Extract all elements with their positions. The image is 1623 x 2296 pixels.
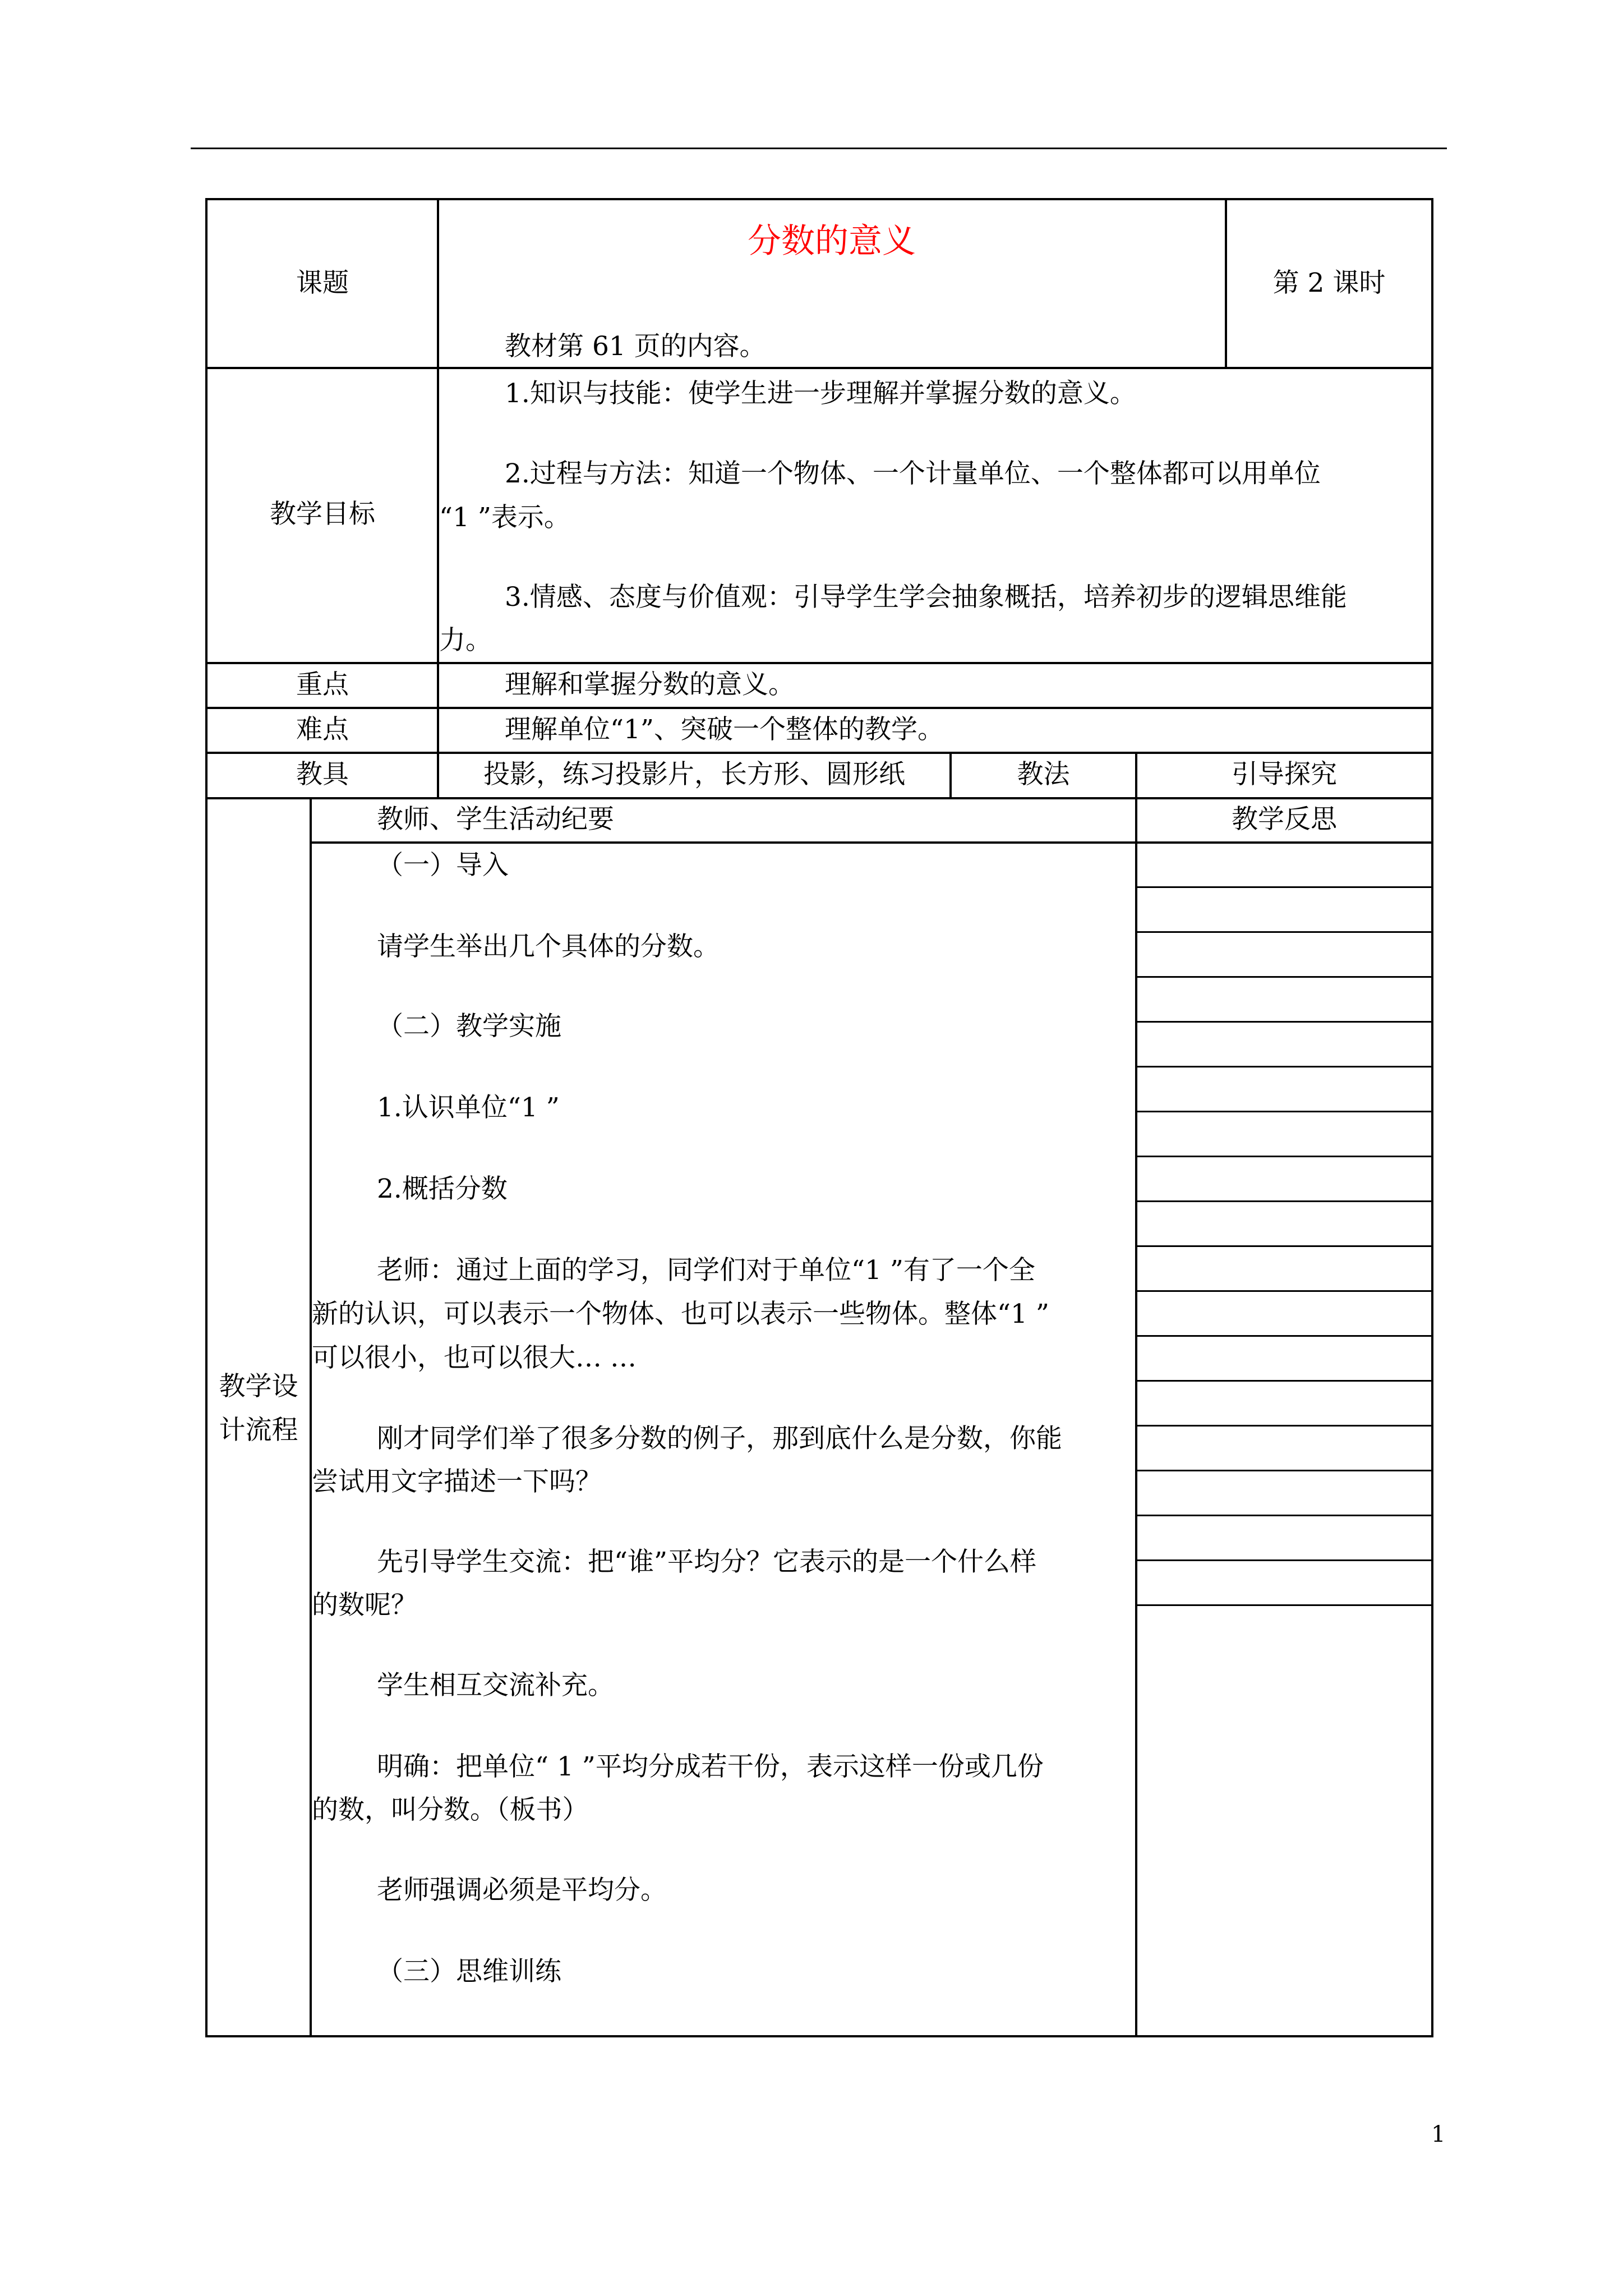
process-line: 学生相互交流补充。: [377, 1670, 614, 1701]
row-divider: [205, 662, 1433, 664]
process-line: 的数，叫分数。（板书）: [312, 1795, 589, 1825]
objective-item: 3.情感、态度与价值观：引导学生学会抽象概括，培养初步的逻辑思维能: [505, 582, 1347, 613]
topic-label: 课题: [296, 268, 349, 298]
row-divider: [310, 841, 1433, 844]
process-line: （二）教学实施: [377, 1011, 561, 1042]
row-divider: [205, 707, 1433, 709]
reflect-rule: [1135, 1290, 1432, 1292]
difficulty-text: 理解单位“1”、突破一个整体的教学。: [505, 714, 944, 745]
process-line: 2.概括分数: [377, 1174, 508, 1204]
process-line: 刚才同学们举了很多分数的例子，那到底什么是分数，你能: [377, 1423, 1062, 1454]
reflect-rule: [1135, 1425, 1432, 1427]
table-border-top: [205, 198, 1433, 200]
reflect-rule: [1135, 1604, 1432, 1606]
process-line: 老师：通过上面的学习，同学们对于单位“1 ”有了一个全: [377, 1255, 1035, 1286]
process-label-divider: [310, 797, 312, 2035]
lesson-period: 第 2 课时: [1272, 268, 1386, 298]
activity-column-header: 教师、学生活动纪要: [377, 804, 614, 835]
key-point-label: 重点: [296, 669, 349, 700]
method-text: 引导探究: [1232, 759, 1337, 790]
row-divider: [205, 367, 1433, 369]
table-border-left: [205, 198, 208, 2037]
process-line: 明确：把单位“ 1 ”平均分成若干份，表示这样一份或几份: [377, 1751, 1044, 1782]
process-line: 1.认识单位“1 ”: [377, 1092, 560, 1123]
reflect-rule: [1135, 1559, 1432, 1561]
objective-item: 2.过程与方法：知道一个物体、一个计量单位、一个整体都可以用单位: [505, 458, 1321, 489]
content-note: 教材第 61 页的内容。: [505, 331, 766, 362]
reflect-rule: [1135, 1470, 1432, 1471]
process-label-line: 教学设: [219, 1371, 298, 1402]
process-line: 先引导学生交流：把“谁”平均分？它表示的是一个什么样: [377, 1547, 1037, 1577]
reflect-rule: [1135, 1335, 1432, 1337]
process-line: 可以很小，也可以很大… …: [312, 1342, 637, 1373]
process-line: 的数呢？: [312, 1590, 417, 1621]
process-line: 新的认识，可以表示一个物体、也可以表示一些物体。整体“1 ”: [312, 1299, 1049, 1329]
reflect-rule: [1135, 886, 1432, 888]
tools-label: 教具: [296, 759, 349, 790]
reflect-rule: [1135, 1066, 1432, 1068]
reflection-column-header: 教学反思: [1232, 804, 1337, 835]
reflect-rule: [1135, 931, 1432, 933]
table-border-bottom: [205, 2035, 1433, 2037]
process-line: 尝试用文字描述一下吗？: [312, 1466, 602, 1497]
reflect-rule: [1135, 1200, 1432, 1202]
process-label-line: 计流程: [219, 1415, 298, 1446]
reflect-rule: [1135, 1515, 1432, 1516]
objective-item: “1 ”表示。: [439, 502, 570, 533]
page-header-rule: [191, 148, 1447, 149]
reflect-col-divider: [1135, 797, 1137, 2035]
objective-item: 1.知识与技能：使学生进一步理解并掌握分数的意义。: [505, 378, 1136, 409]
row-divider: [205, 752, 1433, 754]
method-label: 教法: [1017, 759, 1070, 790]
process-line: 请学生举出几个具体的分数。: [377, 931, 720, 962]
process-line: （一）导入: [377, 850, 509, 881]
objective-item: 力。: [439, 625, 492, 656]
objectives-label: 教学目标: [270, 499, 375, 530]
reflect-rule: [1135, 1380, 1432, 1382]
reflect-rule: [1135, 1021, 1432, 1023]
page-number: 1: [1431, 2122, 1446, 2147]
row-divider: [205, 797, 1433, 799]
reflect-rule: [1135, 1245, 1432, 1247]
reflect-rule: [1135, 976, 1432, 978]
process-line: 老师强调必须是平均分。: [377, 1875, 667, 1906]
difficulty-label: 难点: [296, 714, 349, 745]
reflect-rule: [1135, 1156, 1432, 1157]
reflect-rule: [1135, 1111, 1432, 1112]
key-point-text: 理解和掌握分数的意义。: [505, 669, 795, 700]
table-border-right: [1431, 198, 1433, 2037]
lesson-title: 分数的意义: [748, 222, 916, 261]
tools-text: 投影，练习投影片，长方形、圆形纸: [483, 759, 905, 790]
process-line: （三）思维训练: [377, 1956, 561, 1987]
